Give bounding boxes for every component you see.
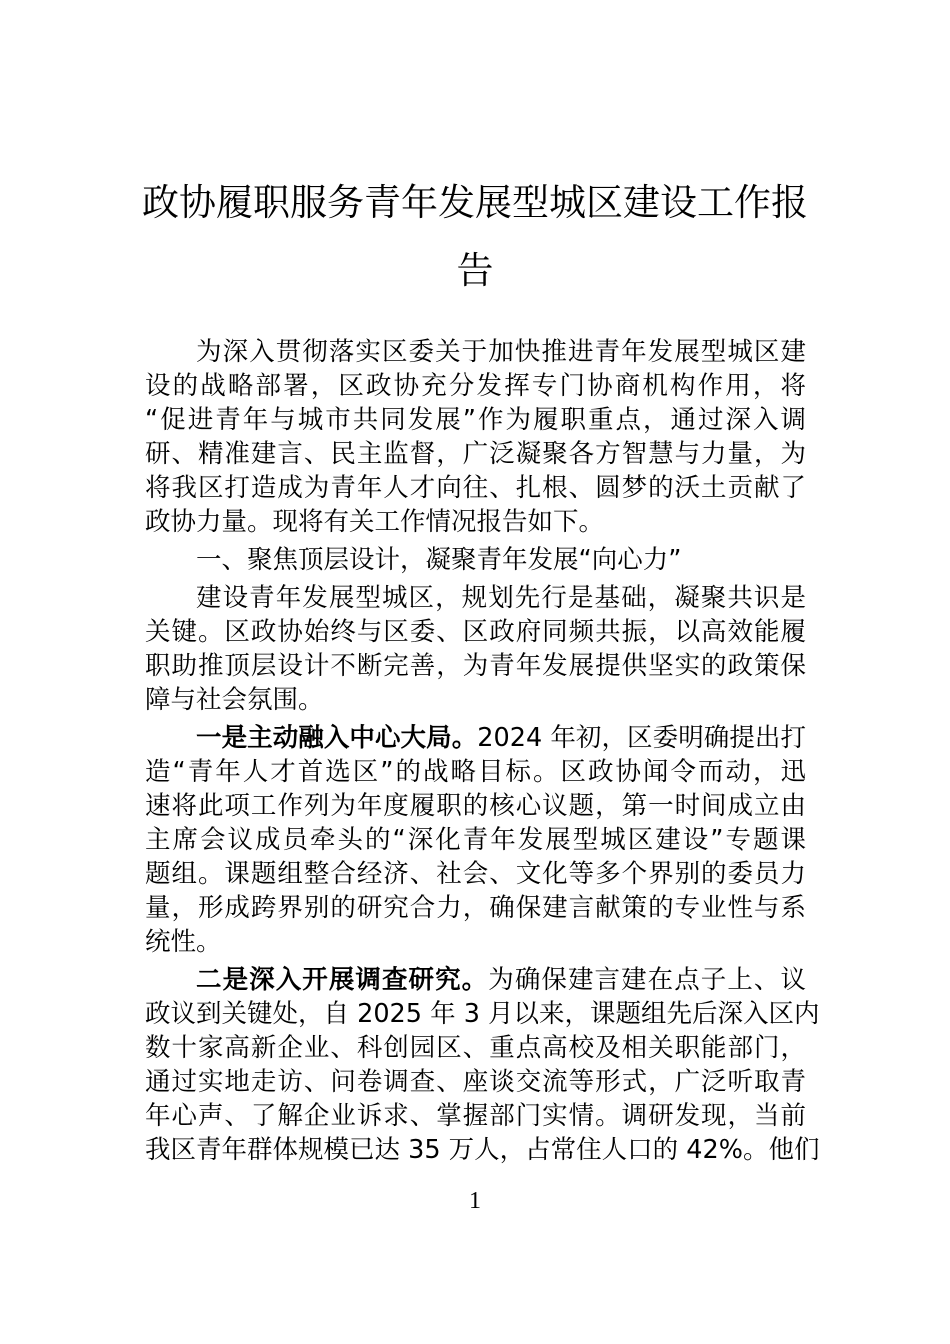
line-text: 通过实地走访、问卷调查、座谈交流等形式，广泛听取青 (145, 1067, 806, 1097)
line-text: 速将此项工作列为年度履职的核心议题，第一时间成立由 (145, 791, 806, 821)
line-text: 政议到关键处，自 2025 年 3 月以来，课题组先后深入区内 (145, 999, 820, 1029)
line-text: 量，形成跨界别的研究合力，确保建言献策的专业性与系 (145, 893, 806, 923)
line-text: 将我区打造成为青年人才向往、扎根、圆梦的沃土贡献了 (145, 473, 806, 503)
text-line (145, 1133, 820, 1167)
text-line (145, 925, 806, 959)
text-line (145, 823, 806, 857)
document-title-line-2: 告 (456, 249, 494, 292)
text-line (145, 615, 806, 649)
line-text: 设的战略部署，区政协充分发挥专门协商机构作用，将 (145, 371, 806, 401)
line-text: 我区青年群体规模已达 35 万人，占常住人口的 42%。他们 (145, 1135, 820, 1165)
section-heading (145, 543, 806, 577)
line-text: 数十家高新企业、科创园区、重点高校及相关职能部门， (145, 1033, 806, 1063)
text-line (145, 543, 806, 577)
bold-lead-in: 一是主动融入中心大局。 (196, 723, 478, 753)
text-line (145, 857, 806, 891)
text-line (145, 997, 820, 1031)
line-text: 题组。课题组整合经济、社会、文化等多个界别的委员力 (145, 859, 806, 889)
line-text: 建设青年发展型城区，规划先行是基础，凝聚共识是 (196, 583, 806, 613)
document-body (145, 335, 820, 1167)
text-line (145, 1065, 806, 1099)
line-text: 统性。 (145, 927, 222, 957)
text-line (145, 963, 806, 997)
text-line (145, 471, 806, 505)
bold-lead-in: 二是深入开展调查研究。 (196, 965, 489, 995)
line-text: 年心声、了解企业诉求、掌握部门实情。调研发现，当前 (145, 1101, 806, 1131)
text-line (145, 789, 806, 823)
line-text: “促进青年与城市共同发展”作为履职重点，通过深入调 (145, 405, 806, 435)
line-text: 关键。区政协始终与区委、区政府同频共振，以高效能履 (145, 617, 806, 647)
paragraph (145, 581, 806, 717)
text-line (145, 683, 806, 717)
line-text: 研、精准建言、民主监督，广泛凝聚各方智慧与力量，为 (145, 439, 806, 469)
text-line (145, 755, 806, 789)
line-text: 主席会议成员牵头的“深化青年发展型城区建设”专题课 (145, 825, 806, 855)
line-text: 2024 年初，区委明确提出打 (477, 723, 806, 753)
document-title-line-1: 政协履职服务青年发展型城区建设工作报 (142, 181, 808, 224)
line-text: 职助推顶层设计不断完善，为青年发展提供坚实的政策保 (145, 651, 806, 681)
paragraph (145, 721, 806, 959)
text-line (145, 1099, 806, 1133)
text-line (145, 403, 806, 437)
text-line (145, 505, 806, 539)
paragraph (145, 335, 806, 539)
text-line (145, 335, 806, 369)
line-text: 障与社会氛围。 (145, 685, 324, 715)
text-line (145, 1031, 806, 1065)
text-line (145, 891, 806, 925)
line-text: 造“青年人才首选区”的战略目标。区政协闻令而动，迅 (145, 757, 806, 787)
line-text: 为确保建言建在点子上、议 (488, 965, 806, 995)
line-text: 一、聚焦顶层设计，凝聚青年发展“向心力” (196, 545, 682, 575)
text-line (145, 369, 806, 403)
text-line (145, 721, 806, 755)
text-line (145, 649, 806, 683)
line-text: 为深入贯彻落实区委关于加快推进青年发展型城区建 (196, 337, 806, 367)
line-text: 政协力量。现将有关工作情况报告如下。 (145, 507, 605, 537)
page-number: 1 (469, 1188, 481, 1214)
text-line (145, 581, 806, 615)
paragraph (145, 963, 820, 1167)
text-line (145, 437, 806, 471)
